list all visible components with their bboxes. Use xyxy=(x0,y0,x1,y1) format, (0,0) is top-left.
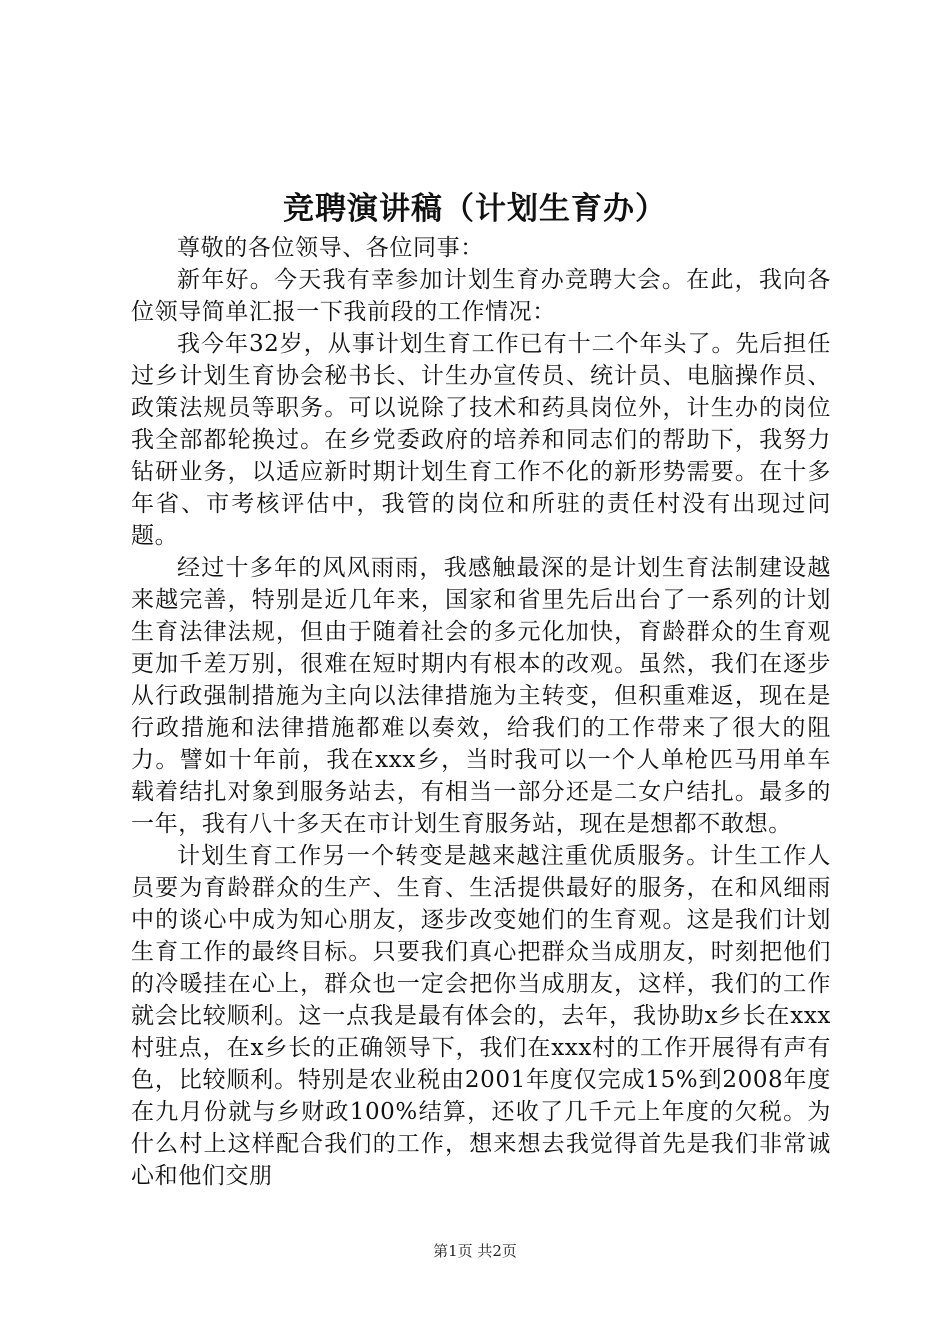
document-title: 竞聘演讲稿（计划生育办） xyxy=(283,191,667,227)
opening-paragraph: 新年好。今天我有幸参加计划生育办竞聘大会。在此，我向各位领导简单汇报一下我前段的工作情况： xyxy=(131,267,831,325)
experience-paragraph: 我今年32岁，从事计划生育工作已有十二个年头了。先后担任过乡计划生育协会秘书长、计生办宣传员、统计员、电脑操作员、政策法规员等职务。可以说除了技术和药具岗位外，计生办的岗位我全部都轮换过。在乡党委政府的培养和同志们的帮助下，我努力钻研业务，以适应新时期计划生育工作不化的新形势需要。在十多年省、市考核评估中，我管的岗位和所驻的责任村没有出现过问题。 xyxy=(131,331,831,549)
service-change-paragraph: 计划生育工作另一个转变是越来越注重优质服务。计生工作人员要为育龄群众的生产、生育、生活提供最好的服务，在和风细雨中的谈心中成为知心朋友，逐步改变她们的生育观。这是我们计划生育工作的最终目标。只要我们真心把群众当成朋友，时刻把他们的冷暖挂在心上，群众也一定会把你当成朋友，这样，我们的工作就会比较顺利。这一点我是最有体会的，去年，我协助x乡长在xxx村驻点，在x乡长的正确领导下，我们在xxx村的工作开展得有声有色，比较顺利。特别是农业税由2001年度仅完成15%到2008年度在九月份就与乡财政100%结算，还收了几千元上年度的欠税。为什么村上这样配合我们的工作，想来想去我觉得首先是我们非常诚心和他们交朋 xyxy=(131,843,831,1189)
page-number-footer: 第1页 共2页 xyxy=(433,1242,517,1260)
legal-change-paragraph: 经过十多年的风风雨雨，我感触最深的是计划生育法制建设越来越完善，特别是近几年来，国家和省里先后出台了一系列的计划生育法律法规，但由于随着社会的多元化加快，育龄群众的生育观更加千差万别，很难在短时期内有根本的改观。虽然，我们在逐步从行政强制措施为主向以法律措施为主转变，但积重难返，现在是行政措施和法律措施都难以奏效，给我们的工作带来了很大的阻力。譬如十年前，我在xxx乡，当时我可以一个人单枪匹马用单车载着结扎对象到服务站去，有相当一部分还是二女户结扎。最多的一年，我有八十多天在市计划生育服务站，现在是想都不敢想。 xyxy=(131,555,831,837)
document-body xyxy=(131,232,831,1192)
greeting-paragraph: 尊敬的各位领导、各位同事： xyxy=(177,235,484,261)
